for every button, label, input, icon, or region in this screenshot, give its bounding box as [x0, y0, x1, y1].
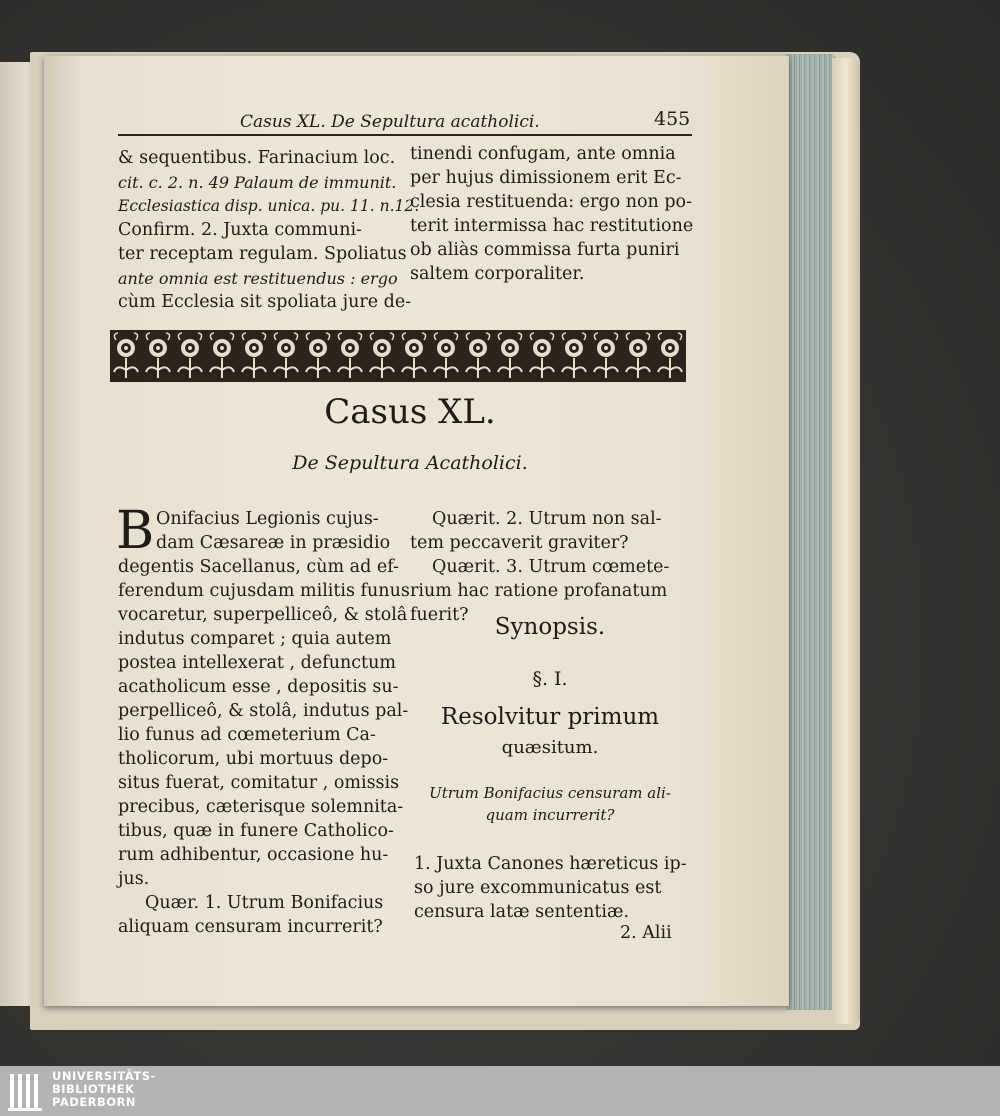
top-left-line: cit. c. 2. n. 49 Palaum de immunit.: [118, 173, 397, 192]
body-line: Quærit. 2. Utrum non sal-: [432, 509, 662, 529]
question-italic-line: quam incurrerit?: [485, 806, 615, 824]
body-line: 1. Juxta Canones hæreticus ip-: [414, 854, 687, 874]
library-logo-icon: [8, 1070, 44, 1112]
body-line: tholicorum, ubi mortuus depo-: [118, 749, 389, 769]
body-line: jus.: [118, 869, 150, 889]
top-right-line: per hujus dimissionem erit Ec-: [410, 168, 682, 188]
top-left-line: Confirm. 2. Juxta communi-: [118, 220, 362, 240]
body-line: dam Cæsareæ in præsidio: [156, 533, 391, 553]
body-line: postea intellexerat , defunctum: [118, 653, 396, 673]
body-line: perpelliceô, & stolâ, indutus pal-: [118, 701, 409, 721]
page-number: 455: [654, 108, 691, 130]
body-line: tem peccaverit graviter?: [410, 533, 629, 553]
section-heading: §. I.: [532, 668, 568, 690]
library-footer: [0, 1066, 1000, 1116]
body-line: ferendum cujusdam militis funus: [118, 581, 410, 601]
top-right-line: saltem corporaliter.: [410, 264, 585, 284]
body-line: degentis Sacellanus, cùm ad ef-: [118, 557, 399, 577]
quaesitum-subheading: quæsitum.: [501, 737, 599, 758]
body-line: situs fuerat, comitatur , omissis: [118, 773, 400, 793]
top-left-line: ante omnia est restituendus : ergo: [118, 269, 398, 288]
synopsis-heading: Synopsis.: [494, 614, 606, 640]
top-left-line: ter receptam regulam. Spoliatus: [118, 244, 407, 264]
body-line: Quær. 1. Utrum Bonifacius: [145, 893, 384, 913]
body-line: acatholicum esse , depositis su-: [118, 677, 399, 697]
body-line: fuerit?: [410, 605, 469, 625]
body-line: aliquam censuram incurrerit?: [118, 917, 383, 937]
book-cover-edge: [832, 58, 860, 1024]
question-italic: [400, 782, 700, 826]
library-name: [52, 1070, 156, 1109]
library-name-line: PADERBORN: [52, 1095, 137, 1109]
top-right-line: terit intermissa hac restitutione: [410, 216, 694, 236]
body-line: censura latæ sententiæ.: [414, 902, 630, 922]
body-line: rum adhibentur, occasione hu-: [118, 845, 389, 865]
top-right-line: ob aliàs commissa furta puniri: [410, 240, 680, 260]
top-right-line: tinendi confugam, ante omnia: [410, 144, 676, 164]
body-line: rium hac ratione profanatum: [410, 581, 668, 601]
body-line: vocaretur, superpelliceô, & stolâ: [118, 605, 408, 625]
drop-cap: B: [116, 501, 155, 561]
body-line: precibus, cæterisque solemnita-: [118, 797, 404, 817]
running-header: Casus XL. De Sepultura acatholici.: [240, 112, 540, 132]
top-right-line: clesia restituenda: ergo non po-: [410, 192, 692, 212]
floral-ornament-band: [110, 330, 688, 382]
body-line: lio funus ad cœmeterium Ca-: [118, 725, 376, 745]
top-left-line: Ecclesiastica disp. unica. pu. 11. n.12.: [118, 197, 420, 215]
resolvitur-heading: Resolvitur primum: [440, 704, 660, 730]
casus-title: Casus XL.: [324, 392, 496, 432]
top-left-line: & sequentibus. Farinacium loc.: [118, 148, 396, 168]
catchword: 2. Alii: [620, 923, 672, 943]
header-rule: [118, 134, 692, 136]
library-name-line: UNIVERSITÄTS-: [52, 1069, 156, 1083]
page-edges: [786, 54, 836, 1010]
question-italic-line: Utrum Bonifacius censuram ali-: [429, 784, 671, 802]
body-line: Quærit. 3. Utrum cœmete-: [432, 557, 670, 577]
body-line: tibus, quæ in funere Catholico-: [118, 821, 394, 841]
body-line: Onifacius Legionis cujus-: [156, 509, 379, 529]
casus-subtitle: De Sepultura Acatholici.: [292, 452, 528, 474]
body-line: indutus comparet ; quia autem: [118, 629, 392, 649]
top-left-line: cùm Ecclesia sit spoliata jure de-: [118, 292, 412, 312]
library-name-line: BIBLIOTHEK: [52, 1082, 135, 1096]
body-line: so jure excommunicatus est: [414, 878, 662, 898]
